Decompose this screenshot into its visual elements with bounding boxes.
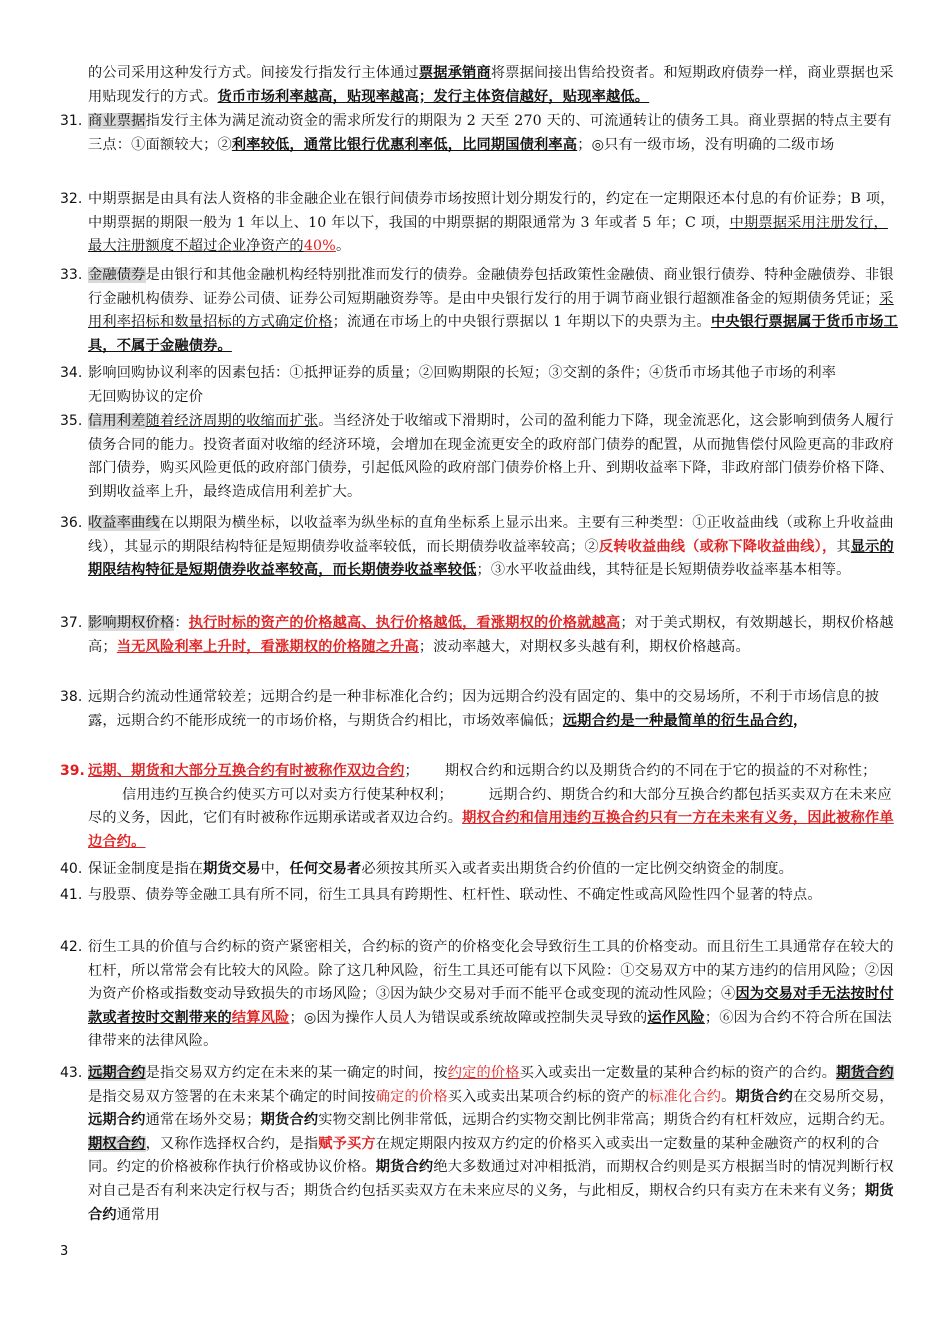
item-text <box>88 362 900 409</box>
text-red: 约定的价格 <box>447 1065 520 1081</box>
text-red: 标准化合约 <box>649 1088 722 1105</box>
term-highlight: 期货合约 <box>836 1065 894 1081</box>
text-underline: 采用利率招标和数量招标的方式确定价格 <box>88 290 894 331</box>
term-highlight: 商业票据 <box>88 113 146 129</box>
text-emphasis: 显示的期限结构特征是短期债券收益率较高，而长期债券收益率较低 <box>88 538 894 579</box>
text-run: 必须按其所买入或者卖出期货合约价值的一定比例交纳资金的制度。 <box>361 861 794 877</box>
text-run: 。 <box>335 238 351 255</box>
text-run: ；流通在市场上的中央银行票据以 1 年期以下的央票为主。 <box>332 314 711 331</box>
text-run: 。 <box>721 1088 736 1105</box>
intro-text: 将票据间接出售给投资者。和短期政府债券一 <box>490 65 779 81</box>
text-run: 在以期限为横坐标，以收益率为纵坐标的直角坐标系上显示出来。主要有三种类型：①正收益曲线（或称上升收益曲线），其显示的期限结构特征是短期债券收益率较低，而长期债券收益率较高；② <box>88 515 894 555</box>
item-number: 33. <box>60 267 83 283</box>
item-text <box>88 686 900 733</box>
intro-emphasis: 货币市场利率越高，贴现率越高；发行主体资信越好，贴现率越低。 <box>217 88 650 105</box>
item-text <box>88 264 900 358</box>
item-number: 37. <box>60 615 83 631</box>
text-emphasis: 中央银行票据属于货币市场工具，不属于金融债券。 <box>88 314 898 354</box>
item-number: 35. <box>60 413 83 429</box>
text-bold: 期货交易 <box>203 861 261 877</box>
term-highlight: 影响期权价格 <box>88 615 175 631</box>
text-run: 保证金制度是指在 <box>88 861 204 877</box>
text-run: 指发行主体为满足流动资金的需求所发行的期限为 2 天至 270 天的、可流通转让的债务工具。商业票据的特点主要有三点：①面额较大；② <box>88 113 892 153</box>
term-highlight: 远期合约 <box>88 1065 146 1081</box>
text-red-emphasis: 结算风险 <box>231 1009 290 1026</box>
text-run: 买入或卖出一定数量的某种合约标的资产的合约。 <box>519 1065 837 1081</box>
text-run: ，又称作选择权合约，是指 <box>145 1135 319 1152</box>
text-run: 无回购协议的定价 <box>88 388 204 405</box>
text-bold: 期货合约 <box>375 1159 434 1176</box>
text-bold: 远期合约 <box>88 1112 146 1129</box>
text-run: 通常用 <box>116 1206 160 1223</box>
text-underline: 中期票据采用注册发行，最大注册额度不超过企业净资产的 <box>88 214 888 255</box>
text-emphasis: 利率较低，通常比银行优惠利率低，比同期国债利率高 <box>231 136 578 153</box>
term-highlight: 期权合约 <box>88 1135 146 1152</box>
intro-text: 的公司采用这种发行方式。间接发行指发行主体通过 <box>88 65 419 81</box>
text-emphasis: 因为交易对手无法按时付款或者按时交割带来的 <box>88 986 894 1026</box>
text-emphasis: 远期合约是一种最简单的衍生品合约 <box>562 712 793 729</box>
text-run: 是指交易双方签署的在未来某个确定的时间按 <box>88 1088 376 1105</box>
text-red-emphasis: 远期、期货和大部分互换合约有时被称作双边合约 <box>88 763 405 779</box>
intro-emphasis: 票据承销商 <box>418 65 491 81</box>
item-number: 39. <box>60 763 85 779</box>
text-run: 实物交割比例非常低，远期合约实物交割比例非常高；期货合约有杠杆效应，远期合约无。 <box>318 1112 894 1129</box>
item-text <box>88 410 900 504</box>
item-number: 42. <box>60 939 83 955</box>
term-highlight: 收益率曲线 <box>88 515 160 531</box>
text-red-emphasis: 执行时标的资产的价格越高、执行价格越低，看涨期权的价格就越高 <box>188 615 621 631</box>
text-run: 在交易所交易， <box>793 1088 894 1105</box>
text-run: ；⑥因为合约不符合所在国法律带来的法律风险。 <box>88 1009 892 1050</box>
text-run: ；③水平收益曲线，其特征是长短期债券收益率基本相等。 <box>476 562 851 579</box>
text-run: 影响回购协议利率的因素包括：①抵押证券的质量；②回购期限的长短；③交割的条件；④货币市场其他子市场的利率 <box>88 365 837 381</box>
text-red-emphasis: 期权合约和信用违约互换合约只有一方在未来有义务，因此被称作单边合约。 <box>88 810 894 850</box>
text-run: 信用违约互换合约使买方可以对卖方行使某种权利； <box>122 786 453 803</box>
intro-text: 样，商业票据也采用贴现发行的方式。 <box>88 65 894 105</box>
text-run: ；波动率越大，对期权多头越有利，期权价格越高。 <box>418 638 750 655</box>
text-run: ；对于美式期权，有效期越长，期权价格越高； <box>88 615 894 655</box>
item-number: 31. <box>60 113 83 129</box>
text-run: 期权合约和远期合约以及期货合约的不同在于它的损益的不对称性； <box>444 763 877 779</box>
text-red-emphasis: 当无风险利率上升时，看涨期权的价格随之升高 <box>116 638 419 655</box>
text-bold: 期货合约 <box>260 1112 319 1129</box>
item-text <box>88 858 900 882</box>
text-run: 是指交易双方约定在未来的某一确定的时间，按 <box>145 1065 448 1081</box>
text-bold: 期货合约 <box>735 1088 794 1105</box>
item-text <box>88 1062 900 1227</box>
item-text <box>88 760 900 854</box>
text-run: 其 <box>836 538 851 555</box>
text-underline: 随着经济周期的收缩而扩张 <box>145 413 319 429</box>
text-run: 。当经济处于收缩或下滑期时，公司的盈利能力下降，现金流恶化，这会影响到债务人履行债务合同的能力。投资者面对收缩的经济环境，会增加在现金流更安全的政府部门债券的配置，从而抛售偿付风险更高的非政府部门债券，购买风险更低的政府部门债券，引起低风险的政府部门债券价格上升、到期收益率下降，非政府部门债券价格下降、到期收益率上升，最终造成信用利差扩大。 <box>88 413 894 500</box>
text-run: ： <box>174 615 189 631</box>
text-run: ； <box>404 763 419 779</box>
item-number: 40. <box>60 861 83 877</box>
text-red: 确定的价格 <box>375 1088 448 1105</box>
item-number: 38. <box>60 689 83 705</box>
item-text <box>88 936 900 1054</box>
text-run: 远期合约、期货合约和大部分互换合约都包括买卖双方在未来应尽的义务，因此，它们有时被称作远期承诺或者双边合约。 <box>88 786 892 827</box>
text-run: 在规定期限内按双方约定的价格买入或卖出一定数量的某种金融资产的权利的合同。约定的价格被称作执行价格或协议价格。 <box>88 1135 880 1176</box>
text-run: 衍生工具的价值与合约标的资产紧密相关，合约标的资产的价格变化会导致衍生工具的价格变动。而且衍生工具通常存在较大的杠杆，所以常常会有比较大的风险。除了这几种风险，衍生工具还可能有以下风险：①交易双方中的某方违约的信用风险；②因为资产价格或指数变动导致损失的市场风险；③因为缺少交易对手而不能平仓或变现的流动性风险；④ <box>88 939 894 1003</box>
item-text <box>88 110 900 157</box>
item-number: 36. <box>60 515 83 531</box>
text-run: 是由银行和其他金融机构经特别批准而发行的债券。金融债券包括政策性金融债、商业银行债券、特种金融债券、非银行金融机构债券、证券公司债、证券公司短期融资券等。是由中央银行发行的用于调节商业银行超额准备金的短期债务凭证； <box>88 267 894 307</box>
item-number: 43. <box>60 1065 83 1081</box>
page-number: 3 <box>60 1244 69 1259</box>
text-emphasis: 运作风险 <box>647 1009 705 1026</box>
item-text: 与股票、债券等金融工具有所不同，衍生工具具有跨期性、杠杆性、联动性、不确定性或高风险性四个显著的特点。 <box>88 887 822 903</box>
item-text <box>88 188 900 259</box>
text-run: ， <box>793 712 808 729</box>
item-number: 32. <box>60 191 83 207</box>
text-red-bold: 反转收益曲线（或称下降收益曲线）， <box>598 538 837 555</box>
text-run: 绝大多数通过对冲相抵消，而期权合约则是买方根据当时的情况判断行权对自己是否有利来决定行权与否；期货合约包括买卖双方在未来应尽的义务，与此相反，期权合约只有卖方在未来有义务； <box>88 1159 894 1199</box>
text-run: 通常在场外交易； <box>145 1112 261 1129</box>
text-run: 远期合约流动性通常较差；远期合约是一种非标准化合约；因为远期合约没有固定的、集中的交易场所，不利于市场信息的披露，远期合约不能形成统一的市场价格，与期货合约相比，市场效率偏低； <box>88 689 880 729</box>
text-run: 中， <box>260 861 290 877</box>
text-bold: 期货合约 <box>88 1182 894 1223</box>
term-highlight: 金融债券 <box>88 267 146 283</box>
text-run: 中期票据是由具有法人资格的非金融企业在银行间债券市场按照计划分期发行的，约定在一定期限还本付息的有价证券；B 项，中期票据的期限一般为 1 年以上、10 年以下，我国的中期票据的期限通常为 3 年或者 5 年；C 项， <box>88 191 895 231</box>
text-run: 买入或卖出某项合约标的资产的 <box>447 1088 650 1105</box>
text-red-bold: 赋予买方 <box>318 1135 376 1152</box>
item-number: 41. <box>60 887 83 903</box>
text-bold: 任何交易者 <box>289 861 362 877</box>
term-highlight: 信用利差 <box>88 413 146 429</box>
text-red: 40% <box>303 238 336 255</box>
item-text <box>88 512 900 583</box>
item-text <box>88 612 900 659</box>
text-run: ；◎只有一级市场，没有明确的二级市场 <box>577 136 835 153</box>
item-number: 34. <box>60 365 83 381</box>
intro-paragraph <box>88 62 898 109</box>
text-run: ；◎因为操作人员人为错误或系统故障或控制失灵导致的 <box>289 1009 648 1026</box>
